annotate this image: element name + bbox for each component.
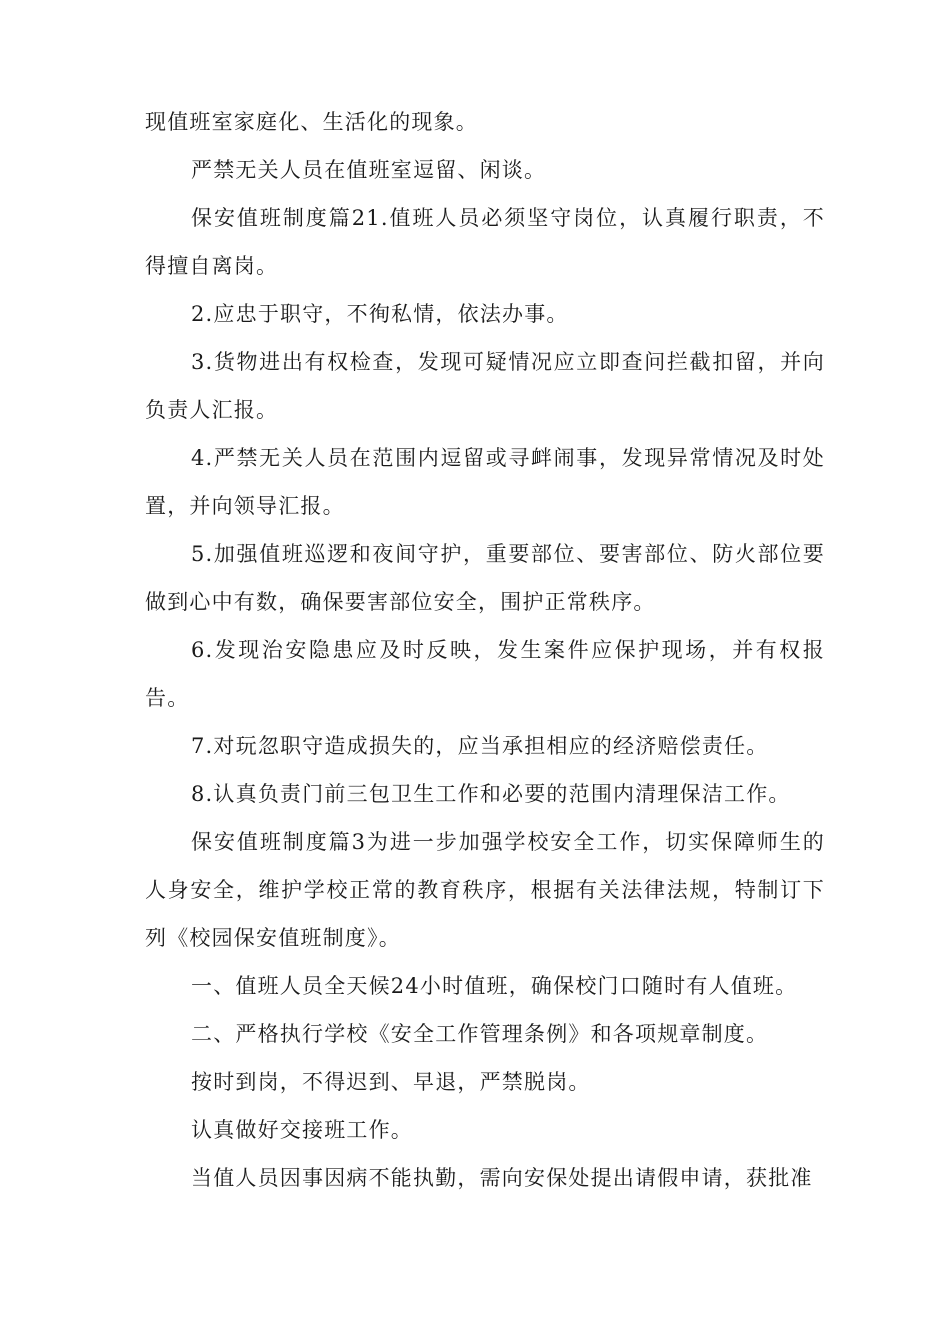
paragraph-16: 当值人员因事因病不能执勤，需向安保处提出请假申请，获批准 [191, 1166, 813, 1190]
paragraph-1: 现值班室家庭化、生活化的现象。 [145, 110, 478, 134]
paragraph-13: 二、严格执行学校《安全工作管理条例》和各项规章制度。 [191, 1022, 769, 1046]
document-body [145, 98, 825, 1202]
paragraph-5: 3.货物进出有权检查，发现可疑情况应立即查问拦截扣留，并向负责人汇报。 [145, 350, 825, 422]
paragraph-10: 8.认真负责门前三包卫生工作和必要的范围内清理保洁工作。 [191, 782, 791, 806]
paragraph-12: 一、值班人员全天候24小时值班，确保校门口随时有人值班。 [191, 974, 798, 998]
paragraph-14: 按时到岗，不得迟到、早退，严禁脱岗。 [191, 1070, 591, 1094]
paragraph-6: 4.严禁无关人员在范围内逗留或寻衅闹事，发现异常情况及时处置，并向领导汇报。 [145, 446, 825, 518]
paragraph-3: 保安值班制度篇21.值班人员必须坚守岗位，认真履行职责，不得擅自离岗。 [145, 206, 825, 278]
paragraph-4: 2.应忠于职守，不徇私情，依法办事。 [191, 302, 569, 326]
paragraph-11: 保安值班制度篇3为进一步加强学校安全工作，切实保障师生的人身安全，维护学校正常的教育秩序，根据有关法律法规，特制订下列《校园保安值班制度》。 [145, 830, 825, 950]
paragraph-7: 5.加强值班巡逻和夜间守护，重要部位、要害部位、防火部位要做到心中有数，确保要害部位安全，围护正常秩序。 [145, 542, 825, 614]
paragraph-9: 7.对玩忽职守造成损失的，应当承担相应的经济赔偿责任。 [191, 734, 769, 758]
paragraph-8: 6.发现治安隐患应及时反映，发生案件应保护现场，并有权报告。 [145, 638, 825, 710]
paragraph-2: 严禁无关人员在值班室逗留、闲谈。 [191, 158, 547, 182]
paragraph-15: 认真做好交接班工作。 [191, 1118, 413, 1142]
